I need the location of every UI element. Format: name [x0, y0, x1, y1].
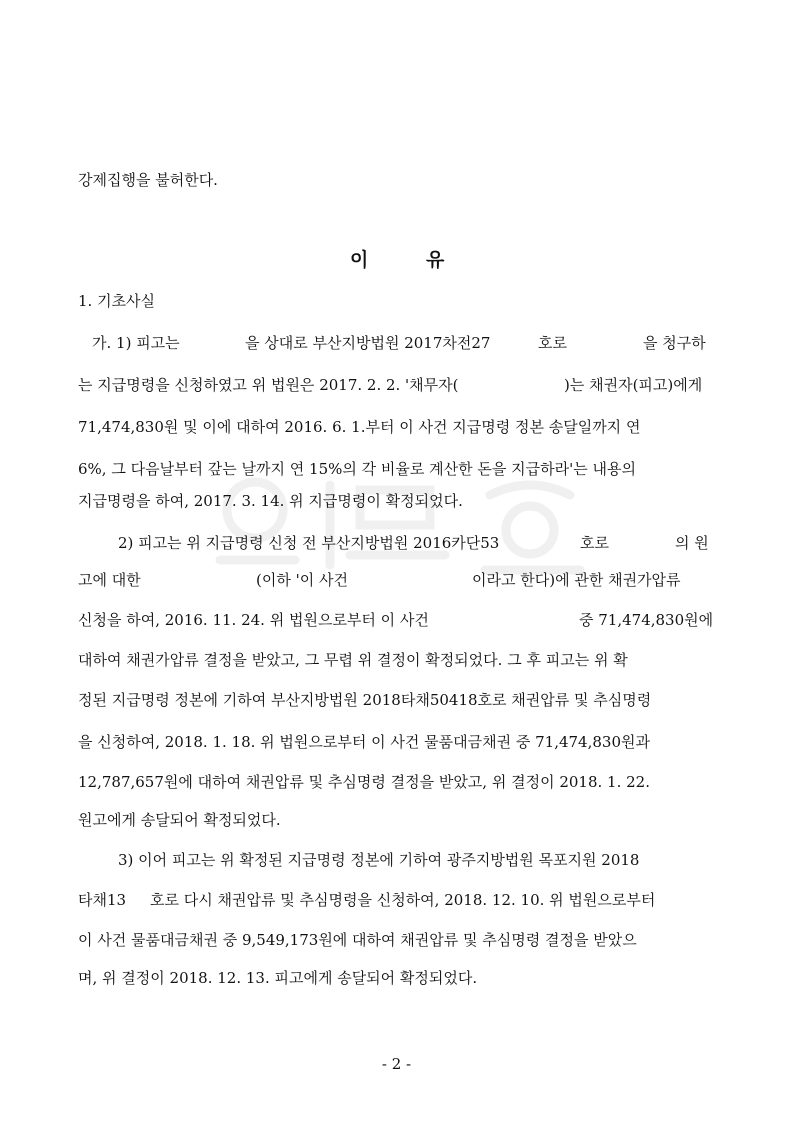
text-segment: 대하여 채권가압류 결정을 받았고, 그 무렵 위 결정이 확정되었다. 그 후 피고는 위 확: [78, 651, 628, 669]
text-segment: 을 신청하여, 2018. 1. 18. 위 법원으로부터 이 사건 물품대금채권 중 71,474,830원과: [78, 733, 650, 751]
text-segment: 며, 위 결정이 2018. 12. 13. 피고에게 송달되어 확정되었다.: [78, 969, 478, 987]
watermark: [200, 470, 600, 580]
text-segment: 2) 피고는 위 지급명령 신청 전 부산지방법원 2016카단53: [118, 534, 500, 552]
text-segment: 중 71,474,830원에: [579, 611, 714, 629]
page-number: - 2 -: [381, 1055, 412, 1073]
section-title: [0, 245, 793, 275]
text-segment: 6%, 그 다음날부터 갚는 날까지 연 15%의 각 비율로 계산한 돈을 지급하라'는 내용의: [78, 460, 636, 478]
para-ga-line-5: [0, 489, 793, 513]
para-3-line-4: [0, 966, 793, 990]
text-segment: 을 청구하: [643, 334, 706, 352]
text-segment: 의 원: [675, 534, 709, 552]
text-segment: 정된 지급명령 정본에 기하여 부산지방법원 2018타채50418호로 채권압류 및 추심명령: [78, 691, 652, 709]
text-segment: 타채13: [78, 891, 127, 909]
title-left-char: 이: [350, 249, 369, 271]
text-segment: 호로 다시 채권압류 및 추심명령을 신청하여, 2018. 12. 10. 위 법원으로부터: [150, 891, 656, 909]
para-2-line-5: [0, 688, 793, 712]
para-3-line-2: [0, 888, 793, 912]
text-segment: 3) 이어 피고는 위 확정된 지급명령 정본에 기하여 광주지방법원 목포지원 2018: [118, 851, 640, 869]
para-ga-line-2: [0, 373, 793, 397]
title-right-char: 유: [426, 249, 445, 271]
text-segment: 가. 1) 피고는: [92, 334, 180, 352]
text-segment: 호로: [580, 534, 609, 552]
text-segment: 신청을 하여, 2016. 11. 24. 위 법원으로부터 이 사건: [78, 611, 429, 629]
para-2-line-7: [0, 770, 793, 794]
para-ga-line-1: [0, 331, 793, 355]
lead-text: 강제집행을 불허한다.: [78, 171, 218, 189]
para-2-line-3: [0, 608, 793, 632]
text-segment: 12,787,657원에 대하여 채권압류 및 추심명령 결정을 받았고, 위 결정이 2018. 1. 22.: [78, 773, 650, 791]
para-2-line-4: [0, 648, 793, 672]
para-2-line-1: [0, 531, 793, 555]
para-ga-line-3: [0, 415, 793, 439]
text-segment: (이하 '이 사건: [256, 571, 348, 589]
para-3-line-3: [0, 928, 793, 952]
text-segment: 원고에게 송달되어 확정되었다.: [78, 811, 281, 829]
section-heading-text: 1. 기초사실: [78, 292, 156, 310]
text-segment: 지급명령을 하여, 2017. 3. 14. 위 지급명령이 확정되었다.: [78, 492, 463, 510]
section-heading: [0, 289, 793, 313]
text-segment: 을 상대로 부산지방법원 2017차전27: [245, 334, 491, 352]
text-segment: 는 지급명령을 신청하였고 위 법원은 2017. 2. 2. '채무자(: [78, 376, 459, 394]
text-segment: 고에 대한: [78, 571, 141, 589]
text-segment: 71,474,830원 및 이에 대하여 2016. 6. 1.부터 이 사건 지급명령 정본 송달일까지 연: [78, 418, 641, 436]
lead-line: [0, 168, 793, 192]
para-2-line-6: [0, 730, 793, 754]
para-ga-line-4: [0, 457, 793, 481]
para-2-line-2: [0, 568, 793, 592]
text-segment: 호로: [538, 334, 567, 352]
text-segment: )는 채권자(피고)에게: [564, 376, 703, 394]
text-segment: 이 사건 물품대금채권 중 9,549,173원에 대하여 채권압류 및 추심명령 결정을 받았으: [78, 931, 637, 949]
text-segment: 이라고 한다)에 관한 채권가압류: [472, 571, 681, 589]
para-3-line-1: [0, 848, 793, 872]
para-2-line-8: [0, 808, 793, 832]
watermark-graphic: [200, 470, 600, 580]
